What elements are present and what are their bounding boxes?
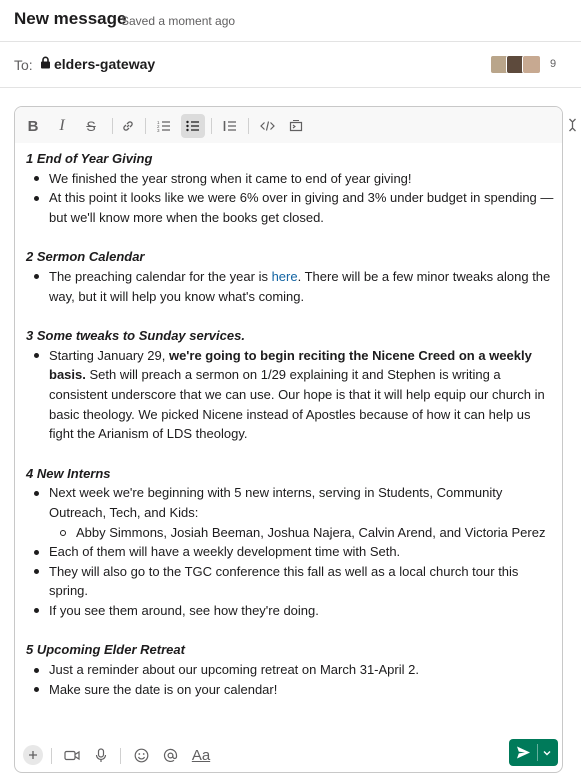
audio-clip-button[interactable] [90,744,112,766]
section-heading: 1 End of Year Giving [26,151,153,166]
text-run: Starting January 29, [49,347,169,363]
italic-icon: I [59,117,65,134]
saved-status: Saved a moment ago [121,14,236,28]
video-clip-button[interactable] [61,744,83,766]
svg-text:3: 3 [157,128,160,133]
bold-text: we're going to begin reciting the Nicene Creed on a weekly basis. [49,347,532,383]
microphone-icon [95,748,107,763]
svg-text:2: 2 [157,124,160,129]
toolbar-divider [211,118,212,134]
bulleted-list-button[interactable] [181,114,205,138]
link-icon [121,119,135,133]
svg-text:1: 1 [157,120,160,125]
expand-composer-icon[interactable] [568,118,577,137]
section-heading: 4 New Interns [26,465,111,481]
format-label: Aa [191,746,211,764]
channel-name[interactable]: elders-gateway [54,56,156,72]
member-avatars[interactable] [490,55,538,74]
list-item: Just a reminder about our upcoming retreat on March 31-April 2. [26,660,554,680]
text-run: Seth will preach a sermon on 1/29 explaining it and Stephen is writing a consistent underscore that we can use. Our hope is that it will help equip our church in basic theology. We picked Nicene instead of Apostles because of how it can help us fight the Arianism of LDS theology. [49,367,545,442]
section-heading: 2 Sermon Calendar [26,249,145,265]
ordered-list-button[interactable] [152,114,176,138]
list-item: We finished the year strong when it came to end of year giving! [26,169,554,189]
list-item: At this point it looks like we were 6% over in giving and 3% under budget in spending — but we'll know more when the books get closed. [26,188,554,227]
italic-button[interactable] [50,114,74,138]
chevron-down-icon[interactable] [543,750,551,756]
list-item: Each of them will have a weekly development time with Seth. [26,542,554,562]
blockquote-icon [223,119,237,133]
text-run: . There will be a few minor tweaks along the way, but it will help you know what's coming. [49,268,551,304]
member-count[interactable]: 9 [550,58,557,70]
strikethrough-icon: S [86,118,96,134]
list-item: Make sure the date is on your calendar! [26,680,554,700]
bold-icon: B [27,117,39,135]
code-icon [260,119,275,133]
bulleted-list-icon [186,119,200,133]
message-body[interactable] [26,149,554,699]
bullet-list [26,169,554,228]
bullet-list [26,660,554,699]
bold-button[interactable] [21,114,45,138]
lock-icon [40,56,51,74]
code-button[interactable] [255,114,279,138]
to-label: To: [14,57,33,73]
list-item [26,267,554,306]
emoji-icon [134,748,149,763]
toolbar-divider [51,748,52,764]
list-item: They will also go to the TGC conference this fall as well as a local church tour this spring. [26,562,554,601]
bullet-list [26,346,554,444]
emoji-button[interactable] [130,744,152,766]
toolbar-divider [145,118,146,134]
code-block-button[interactable] [284,114,308,138]
message-composer[interactable] [14,106,563,773]
ordered-list-icon [157,119,171,133]
blockquote-button[interactable] [218,114,242,138]
strikethrough-button[interactable] [79,114,103,138]
section-heading: 3 Some tweaks to Sunday services. [26,328,245,344]
attach-button[interactable] [22,744,44,766]
video-camera-icon [64,749,80,762]
plus-icon [28,750,38,760]
bullet-list [26,267,554,306]
section-heading: 5 Upcoming Elder Retreat [26,642,185,658]
send-icon [516,745,531,760]
sub-list-item: Abby Simmons, Josiah Beeman, Joshua Najera, Calvin Arend, and Victoria Perez [26,523,554,543]
page-title: New message [14,9,127,28]
avatar [522,55,541,74]
code-block-icon [289,119,303,133]
list-item [26,346,554,444]
text-run: The preaching calendar for the year is [49,268,272,284]
list-item: Next week we're beginning with 5 new interns, serving in Students, Community Outreach, Tech, and Kids: [26,483,554,522]
list-item: If you see them around, see how they're doing. [26,601,554,621]
format-toggle-button[interactable] [187,744,215,766]
at-icon [163,748,178,763]
toolbar-divider [120,748,121,764]
toolbar-divider [248,118,249,134]
link-button[interactable] [116,114,140,138]
send-button[interactable] [509,739,558,766]
mention-button[interactable] [159,744,181,766]
bullet-list [26,483,554,620]
formatting-toolbar [15,107,562,143]
composer-actions [15,736,562,772]
toolbar-divider [112,118,113,134]
calendar-link[interactable]: here [271,268,298,284]
compose-header [0,0,581,42]
